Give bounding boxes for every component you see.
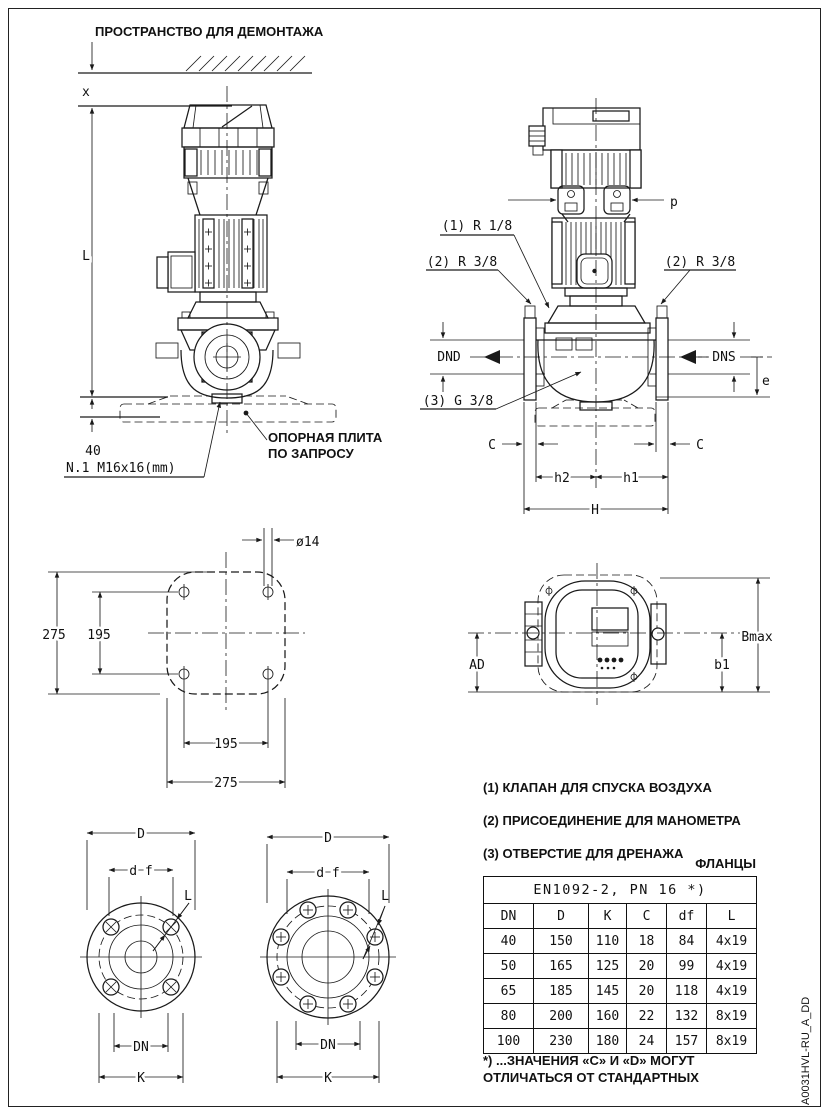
cell: 20 <box>627 954 667 979</box>
flange-table-header-row <box>484 904 757 929</box>
cell: 125 <box>589 954 627 979</box>
dim-195h-label: 195 <box>214 737 238 752</box>
note-3: (3) ОТВЕРСТИЕ ДЛЯ ДРЕНАЖА <box>483 846 684 861</box>
col-header-k: K <box>589 904 627 929</box>
table-footnote-line2: ОТЛИЧАТЬСЯ ОТ СТАНДАРТНЫХ <box>483 1070 699 1085</box>
table-footnote-line1: *) ...ЗНАЧЕНИЯ «С» И «D» МОГУТ <box>483 1053 695 1068</box>
cell: 150 <box>534 929 589 954</box>
dim-h2-label: h2 <box>554 471 570 486</box>
port2-right-label: (2) R 3/8 <box>664 255 736 270</box>
control-buttons <box>598 658 624 670</box>
flange4-k-label: K <box>137 1071 145 1086</box>
support-plate-note-line2: ПО ЗАПРОСУ <box>268 446 354 461</box>
dim-e-label: e <box>762 374 770 389</box>
top-view <box>468 563 773 705</box>
cell: 4x19 <box>707 979 757 1004</box>
flange8-d-label: D <box>324 831 332 846</box>
cell: 80 <box>484 1004 534 1029</box>
flange-table-title: EN1092-2, PN 16 *) <box>484 877 757 904</box>
cell: 100 <box>484 1029 534 1054</box>
clearance-label: ПРОСТРАНСТВО ДЛЯ ДЕМОНТАЖА <box>95 24 324 39</box>
table-row <box>484 1029 757 1054</box>
port1-label: (1) R 1/8 <box>441 219 513 234</box>
cell: 230 <box>534 1029 589 1054</box>
port3-label: (3) G 3/8 <box>422 394 494 409</box>
base-plate-side-dashed <box>535 400 655 426</box>
support-plate-note <box>268 430 382 462</box>
dim-h-label: H <box>591 503 599 518</box>
hole-dia-label: ø14 <box>296 535 320 550</box>
flange8-l-label: L <box>381 889 389 904</box>
dim-c-left-label: C <box>488 438 496 453</box>
cell: 22 <box>627 1004 667 1029</box>
dim-p-label: p <box>670 195 678 210</box>
table-row <box>484 929 757 954</box>
dim-40-label: 40 <box>85 444 101 459</box>
cell: 40 <box>484 929 534 954</box>
lifting-lugs <box>558 186 630 214</box>
cell: 160 <box>589 1004 627 1029</box>
flange4-d-label: D <box>137 827 145 842</box>
cell: 50 <box>484 954 534 979</box>
dim-b1-label: b1 <box>714 658 730 673</box>
dim-x-label: x <box>82 85 90 100</box>
support-plate-note-line1: ОПОРНАЯ ПЛИТА <box>268 430 383 445</box>
cell: 24 <box>627 1029 667 1054</box>
flange4-df-label: d f <box>129 864 153 879</box>
anchor-note: N.1 M16x16(mm) <box>66 461 176 476</box>
plan-view <box>42 528 319 791</box>
document-code: A0031HVL-RU_A_DD <box>800 996 812 1105</box>
cell: 65 <box>484 979 534 1004</box>
dim-c-right-label: C <box>696 438 704 453</box>
front-view <box>64 42 336 477</box>
cell: 4x19 <box>707 929 757 954</box>
dim-275h-label: 275 <box>214 776 238 791</box>
dim-l-label: L <box>82 249 90 264</box>
dim-h1-label: h1 <box>623 471 639 486</box>
cell: 180 <box>589 1029 627 1054</box>
cell: 132 <box>667 1004 707 1029</box>
dns-label: DNS <box>712 350 736 365</box>
cell: 84 <box>667 929 707 954</box>
table-row <box>484 954 757 979</box>
col-header-d: D <box>534 904 589 929</box>
cell: 185 <box>534 979 589 1004</box>
col-header-l: L <box>707 904 757 929</box>
cell: 118 <box>667 979 707 1004</box>
flange8-dn-label: DN <box>320 1038 336 1053</box>
flange-detail-8hole <box>260 831 396 1086</box>
cell: 145 <box>589 979 627 1004</box>
dim-ad-label: AD <box>469 658 485 673</box>
dnd-label: DND <box>437 350 461 365</box>
corner-hole-marks <box>546 586 637 682</box>
cell: 165 <box>534 954 589 979</box>
flange4-l-label: L <box>184 889 192 904</box>
cell: 20 <box>627 979 667 1004</box>
cell: 8x19 <box>707 1029 757 1054</box>
table-row <box>484 1004 757 1029</box>
table-footnote <box>483 1052 699 1086</box>
pump-front-body <box>120 86 336 434</box>
flow-arrow-dnd <box>484 350 500 364</box>
side-view <box>420 98 772 518</box>
port2-left-label: (2) R 3/8 <box>426 255 498 270</box>
flange8-k-label: K <box>324 1071 332 1086</box>
cell: 157 <box>667 1029 707 1054</box>
cell: 200 <box>534 1004 589 1029</box>
flange-detail-4hole <box>80 827 202 1086</box>
note-2: (2) ПРИСОЕДИНЕНИЕ ДЛЯ МАНОМЕТРА <box>483 813 741 828</box>
flange-table <box>483 876 757 1054</box>
base-plate-dashed <box>120 396 336 422</box>
cell: 99 <box>667 954 707 979</box>
cell: 8x19 <box>707 1004 757 1029</box>
cell: 18 <box>627 929 667 954</box>
col-header-df: df <box>667 904 707 929</box>
dim-275v-label: 275 <box>42 628 66 643</box>
note-1: (1) КЛАПАН ДЛЯ СПУСКА ВОЗДУХА <box>483 780 712 795</box>
flange8-df-label: d f <box>316 866 340 881</box>
flange-table-caption: ФЛАНЦЫ <box>695 856 756 871</box>
cell: 110 <box>589 929 627 954</box>
col-header-dn: DN <box>484 904 534 929</box>
table-row <box>484 979 757 1004</box>
junction-box <box>157 252 195 292</box>
flange4-dn-label: DN <box>133 1040 149 1055</box>
dim-195v-label: 195 <box>87 628 111 643</box>
flow-arrow-dns <box>680 350 696 364</box>
cell: 4x19 <box>707 954 757 979</box>
dim-bmax-label: Bmax <box>741 630 773 645</box>
pump-side-body <box>470 98 772 488</box>
col-header-c: C <box>627 904 667 929</box>
